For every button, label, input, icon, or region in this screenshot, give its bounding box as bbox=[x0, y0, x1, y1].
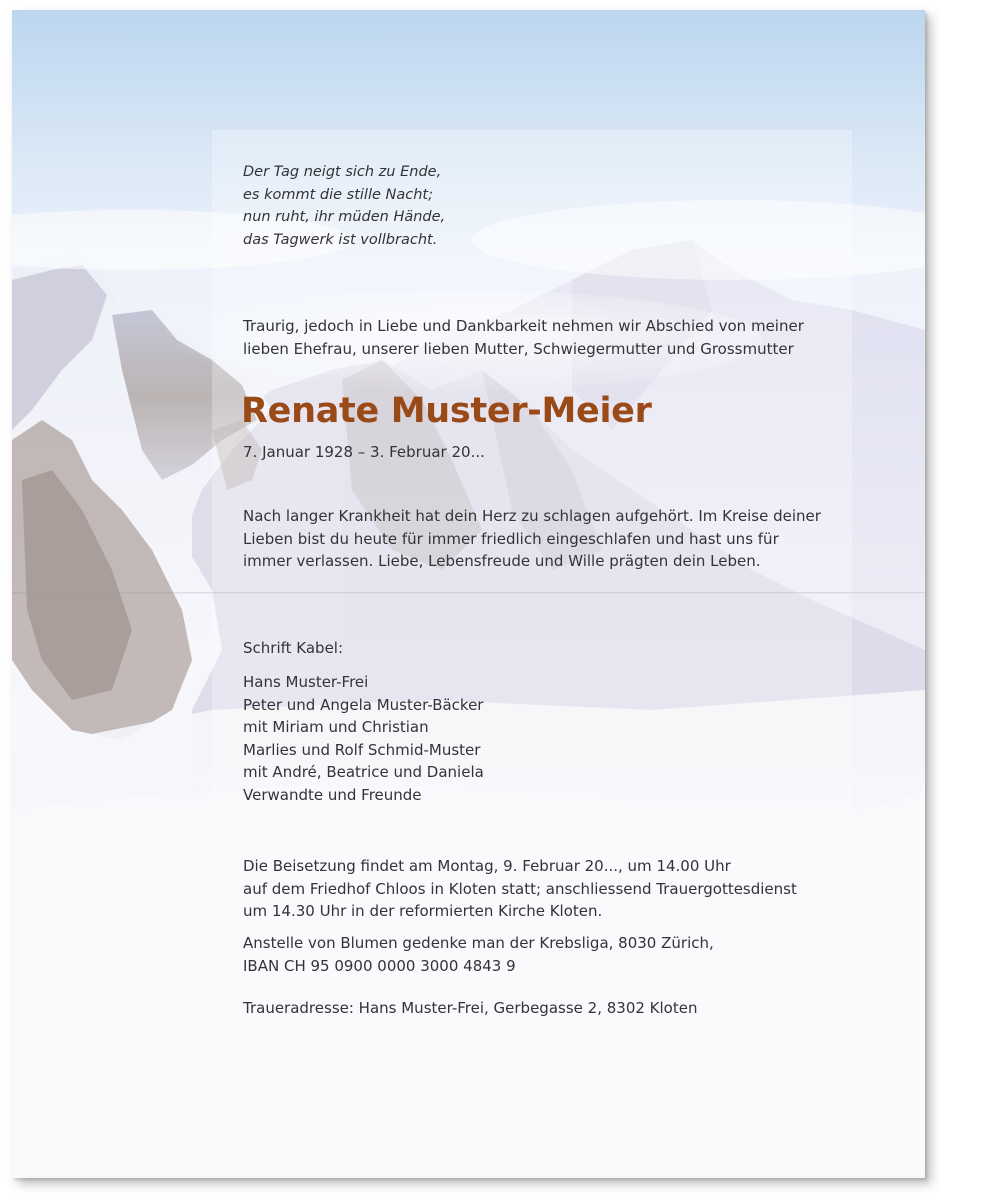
funeral-line: um 14.30 Uhr in der reformierten Kirche Kloten. bbox=[243, 902, 603, 920]
mourners-list bbox=[243, 671, 484, 806]
poem-line: das Tagwerk ist vollbracht. bbox=[243, 231, 438, 248]
tribute-line: immer verlassen. Liebe, Lebensfreude und Wille prägten dein Leben. bbox=[243, 552, 761, 570]
poem-line: es kommt die stille Nacht; bbox=[243, 186, 433, 203]
mourner-line: Verwandte und Freunde bbox=[243, 785, 422, 804]
mourner-line: Hans Muster-Frei bbox=[243, 673, 369, 691]
donation-note bbox=[243, 932, 714, 977]
deceased-name: Renate Muster-Meier bbox=[241, 391, 652, 431]
intro-text bbox=[243, 315, 804, 360]
poem-line: nun ruht, ihr müden Hände, bbox=[243, 209, 446, 225]
donation-line: IBAN CH 95 0900 0000 3000 4843 9 bbox=[243, 956, 516, 975]
funeral-details bbox=[243, 855, 797, 923]
life-dates: 7. Januar 1928 – 3. Februar 20... bbox=[243, 443, 485, 461]
obituary-card bbox=[12, 10, 925, 1178]
mourner-line: Peter und Angela Muster-Bäcker bbox=[243, 695, 484, 714]
mourner-line: Marlies und Rolf Schmid-Muster bbox=[243, 740, 481, 759]
mourning-address: Traueradresse: Hans Muster-Frei, Gerbegasse 2, 8302 Kloten bbox=[243, 999, 698, 1017]
intro-line: lieben Ehefrau, unserer lieben Mutter, Schwiegermutter und Grossmutter bbox=[243, 339, 794, 358]
font-note: Schrift Kabel: bbox=[243, 639, 344, 657]
tribute-line: Nach langer Krankheit hat dein Herz zu schlagen aufgehört. Im Kreise deiner bbox=[243, 507, 821, 525]
donation-line: Anstelle von Blumen gedenke man der Krebsliga, 8030 Zürich, bbox=[243, 934, 714, 952]
tribute-line: Lieben bist du heute für immer friedlich eingeschlafen und hast uns für bbox=[243, 529, 779, 548]
poem bbox=[243, 161, 445, 251]
intro-line: Traurig, jedoch in Liebe und Dankbarkeit nehmen wir Abschied von meiner bbox=[243, 317, 804, 335]
tribute-text bbox=[243, 505, 821, 573]
poem-line: Der Tag neigt sich zu Ende, bbox=[243, 164, 442, 180]
fold-line bbox=[12, 592, 925, 594]
mourner-line: mit André, Beatrice und Daniela bbox=[243, 763, 484, 781]
mourner-line: mit Miriam und Christian bbox=[243, 718, 429, 736]
funeral-line: auf dem Friedhof Chloos in Kloten statt; anschliessend Trauergottesdienst bbox=[243, 879, 797, 898]
funeral-line: Die Beisetzung findet am Montag, 9. Februar 20..., um 14.00 Uhr bbox=[243, 857, 731, 875]
